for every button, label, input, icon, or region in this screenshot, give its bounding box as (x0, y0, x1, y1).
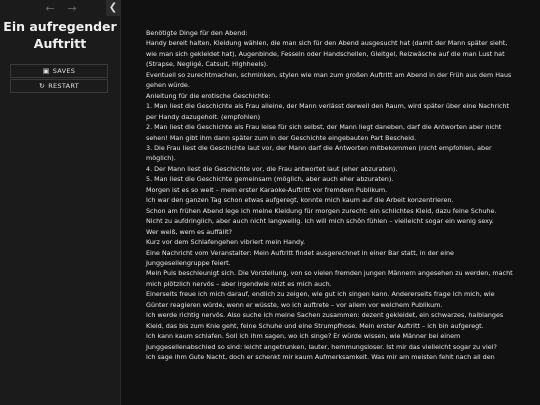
history-back-button[interactable] (39, 2, 61, 16)
chevron-left-icon: ❮ (108, 2, 118, 13)
restart-label: RESTART (48, 82, 79, 90)
passage-line: Günter reagieren würde, wenn er wüsste, wo ich auftrete – vor allem vor welchem Publikum. (146, 300, 443, 309)
passage-line: (Strapse, Negligé, Catsuit, Highheels). (146, 60, 269, 69)
passage-line: 4. Der Mann liest die Geschichte vor, die Frau antwortet laut (eher abzuraten). (146, 164, 398, 173)
passage-line: Nicht zu aufdringlich, aber auch nicht langweilig. Ich will mich schön fühlen – vielleicht sogar ein wenig sexy. (146, 217, 494, 226)
passage-line: Schon am frühen Abend lege ich meine Kleidung für morgen zurecht: ein schlichtes Kleid, dazu feine Schuhe. (146, 206, 497, 215)
saves-label: SAVES (52, 67, 76, 75)
passage-line: mich plötzlich nervös – aber irgendwie reizt es mich auch. (146, 279, 332, 288)
arrow-right-icon: → (67, 2, 77, 15)
passage-line: Einerseits freue ich mich darauf, endlich zu zeigen, wie gut ich singen kann. Andererseits frage ich mich, wie (146, 290, 495, 299)
passage-line: 3. Die Frau liest die Geschichte laut vor, der Mann darf die Antworten mitbekommen (nicht empfohlen, aber (146, 143, 492, 152)
passage-line: sehen! Man gibt ihm dann später zum in der Geschichte eingebauten Part Bescheid. (146, 133, 417, 142)
passage-line: Benötigte Dinge für den Abend: (146, 29, 248, 37)
passage-line: Eventuell so zurechtmachen, schminken, stylen wie man zum großen Auftritt am Abend in der Früh aus dem Haus (146, 70, 512, 79)
saves-button[interactable] (10, 64, 108, 78)
passage-line: Ich war den ganzen Tag schon etwas aufgeregt, konnte mich kaum auf die Arbeit konzentrieren. (146, 196, 454, 205)
passage-line: Junggesellengruppe feiert. (146, 258, 231, 267)
restart-icon: ↻ (39, 82, 46, 90)
passage-line: Wer weiß, wem es auffällt? (146, 227, 232, 236)
passage-line: Kleid, das bis zum Knie geht, feine Schuhe und eine Strumpfhose. Mein erster Auftritt – ich bin aufgeregt. (146, 321, 484, 330)
passage-line: Eine Nachricht vom Veranstalter: Mein Auftritt findet ausgerechnet in einer Bar statt, in der eine (146, 248, 454, 257)
passage-line: Kurz vor dem Schlafengehen vibriert mein Handy. (146, 238, 305, 247)
sidebar (0, 0, 121, 405)
history-nav (0, 2, 120, 16)
sidebar-collapse-button[interactable] (106, 0, 120, 16)
arrow-left-icon: ← (45, 2, 55, 15)
passage-line: gehen würde. (146, 81, 190, 90)
passage-line: Ich sage ihm Gute Nacht, doch er schenkt mir kaum Aufmerksamkeit. Was mir am meisten fehlt nach all den (146, 353, 495, 362)
passage-line: 1. Man liest die Geschichte als Frau alleine, der Mann verlässt derweil den Raum, wird später über eine Nachricht (146, 102, 510, 111)
passage-line: 5. Man liest die Geschichte gemeinsam (möglich, aber auch eher abzuraten). (146, 175, 394, 184)
passage-line: Anleitung für die erotische Geschichte: (146, 91, 271, 100)
passage-line: möglich). (146, 154, 176, 163)
passage-line: Ich kann kaum schlafen. Soll ich ihm sagen, wo ich singe? Er würde wissen, wie Männer bei einem (146, 332, 461, 341)
history-forward-button[interactable] (61, 2, 83, 16)
passage-line: Handy bereit halten, Kleidung wählen, die man sich für den Abend ausgesucht hat (damit der Mann später sieht, (146, 39, 508, 48)
save-icon: ▣ (42, 67, 50, 75)
passage-line: Junggesellenabschied so sind: leicht angetrunken, lauter, hemmungsloser. Ist mir das vielleicht sogar zu viel? (146, 342, 497, 351)
passage (146, 28, 526, 363)
restart-button[interactable] (10, 79, 108, 93)
story-title: Ein aufregender Auftritt (3, 19, 117, 51)
passage-line: per Handy dazugeholt. (empfohlen) (146, 112, 261, 121)
passage-line: wie man sich gekleidet hat), Augenbinde, Fesseln oder Handschellen, Gleitgel, Reizwäsche auf die man Lust hat (146, 49, 505, 58)
passage-line: Ich werde richtig nervös. Also suche ich meine Sachen zusammen: dezent gekleidet, ein schwarzes, halblanges (146, 311, 504, 320)
passage-line: 2. Man liest die Geschichte als Frau leise für sich selbst, der Mann liegt daneben, darf die Antworten aber nicht (146, 123, 502, 132)
passage-line: Morgen ist es so weit – mein erster Karaoke-Auftritt vor fremdem Publikum. (146, 185, 388, 194)
passage-line: Mein Puls beschleunigt sich. Die Vorstellung, von so vielen fremden jungen Männern angesehen zu werden, macht (146, 269, 513, 278)
